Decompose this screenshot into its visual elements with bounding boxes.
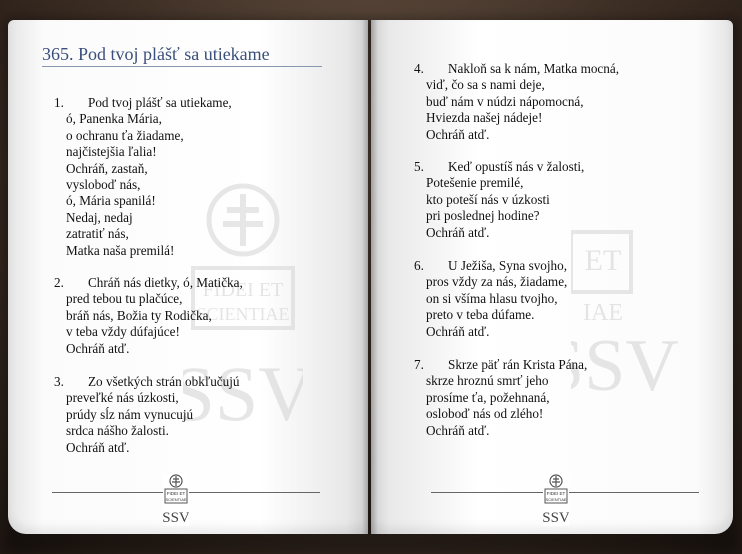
stanza-line: pred tebou tu plačúce, xyxy=(66,291,183,307)
stanza-line: buď nám v núdzi nápomocná, xyxy=(426,93,584,109)
svg-text:SSV: SSV xyxy=(543,510,569,526)
svg-text:FIDEI ET: FIDEI ET xyxy=(166,491,186,496)
stanza-line: 3. Zo všetkých strán obkľučujú xyxy=(54,374,240,389)
stanza-line: on si všíma hlasu tvojho, xyxy=(426,290,558,306)
svg-text:ET: ET xyxy=(584,244,622,277)
hymn-title: 365. Pod tvoj plášť sa utiekame xyxy=(42,44,270,64)
stanza-line: Ochráň atď. xyxy=(66,340,130,356)
stanza-line: osloboď nás od zlého! xyxy=(426,406,544,422)
svg-text:FIDEI ET: FIDEI ET xyxy=(202,279,284,301)
svg-text:SSV: SSV xyxy=(183,350,303,437)
stanza-1 xyxy=(54,95,232,259)
svg-text:SCIENTIAE: SCIENTIAE xyxy=(545,497,567,502)
stanza-line: bráň nás, Božia ty Rodička, xyxy=(66,307,212,323)
stanza-7 xyxy=(414,357,587,439)
stanza-number: 4. xyxy=(414,61,424,76)
stanza-line: pri poslednej hodine? xyxy=(426,208,540,224)
left-page xyxy=(8,20,368,534)
stanza-line: Nedaj, nedaj xyxy=(66,209,133,225)
stanza-line: prosíme ťa, požehnaná, xyxy=(426,389,550,405)
ssv-logo xyxy=(163,474,189,526)
stanza-line: skrze hroznú smrť jeho xyxy=(426,373,549,389)
right-page xyxy=(371,20,733,534)
svg-text:SSV: SV xyxy=(584,325,679,400)
stanza-number: 1. xyxy=(54,95,64,110)
stanza-line: ó, Panenka Mária, xyxy=(66,111,162,127)
book-spine xyxy=(362,20,378,534)
svg-text:SCIENTIAE: SCIENTIAE xyxy=(165,497,187,502)
stanza-line: zatratiť nás, xyxy=(66,226,129,242)
stanza-line: preto v teba dúfame. xyxy=(426,307,535,323)
ssv-watermark xyxy=(571,230,691,400)
stanza-number: 7. xyxy=(414,357,424,372)
stanza-line: srdca nášho žalosti. xyxy=(66,423,169,439)
stanza-number: 3. xyxy=(54,374,64,389)
stanza-line: Ochráň atď. xyxy=(426,224,490,240)
stanza-3 xyxy=(54,374,240,456)
stanza-line: Hviezda našej nádeje! xyxy=(426,110,543,126)
stanza-number: 6. xyxy=(414,258,424,273)
stanza-number: 5. xyxy=(414,159,424,174)
stanza-5 xyxy=(414,159,584,241)
stanza-line: ó, Mária spanilá! xyxy=(66,193,156,209)
stanza-line: 2. Chráň nás dietky, ó, Matička, xyxy=(54,275,243,290)
stanza-4 xyxy=(414,61,619,143)
stanza-line: 7. Skrze päť rán Krista Pána, xyxy=(414,357,588,372)
svg-text:IAE: IAE xyxy=(583,300,623,326)
stanza-line: Ochráň atď. xyxy=(426,126,490,142)
stanza-line: kto poteší nás v úzkosti xyxy=(426,191,550,207)
stanza-line: v teba vždy dúfajúce! xyxy=(66,324,180,340)
stanza-2 xyxy=(54,275,243,357)
stanza-line: najčistejšia ľalia! xyxy=(66,144,157,160)
stanza-line: Ochráň atď. xyxy=(426,323,490,339)
stanza-line: preveľké nás úzkosti, xyxy=(66,390,179,406)
stanza-line: prúdy sĺz nám vynucujú xyxy=(66,406,194,422)
svg-text:SSV: SSV xyxy=(163,510,189,526)
stanza-line: Matka naša premilá! xyxy=(66,242,175,258)
stanza-line: Ochráň atď. xyxy=(66,439,130,455)
stanza-line: Ochráň atď. xyxy=(426,422,490,438)
stanza-number: 2. xyxy=(54,275,64,290)
svg-text:SCIENTIAE: SCIENTIAE xyxy=(196,304,290,324)
stanza-line: viď, čo sa s nami deje, xyxy=(426,77,545,93)
stanza-line: Ochráň, zastaň, xyxy=(66,160,148,176)
svg-text:FIDEI ET: FIDEI ET xyxy=(546,491,566,496)
stanza-line: Potešenie premilé, xyxy=(426,175,524,191)
stanza-line: pros vždy za nás, žiadame, xyxy=(426,274,568,290)
stanza-6 xyxy=(414,258,567,340)
stanza-line: 4. Nakloň sa k nám, Matka mocná, xyxy=(414,61,620,76)
stanza-line: vysloboď nás, xyxy=(66,177,141,193)
title-underline xyxy=(42,66,322,67)
stanza-line: 5. Keď opustíš nás v žalosti, xyxy=(414,159,585,174)
stanza-line: 6. U Ježiša, Syna svojho, xyxy=(414,258,568,273)
stanza-line: 1. Pod tvoj plášť sa utiekame, xyxy=(54,95,232,110)
ssv-logo xyxy=(543,474,569,526)
stanza-line: o ochranu ťa žiadame, xyxy=(66,127,184,143)
